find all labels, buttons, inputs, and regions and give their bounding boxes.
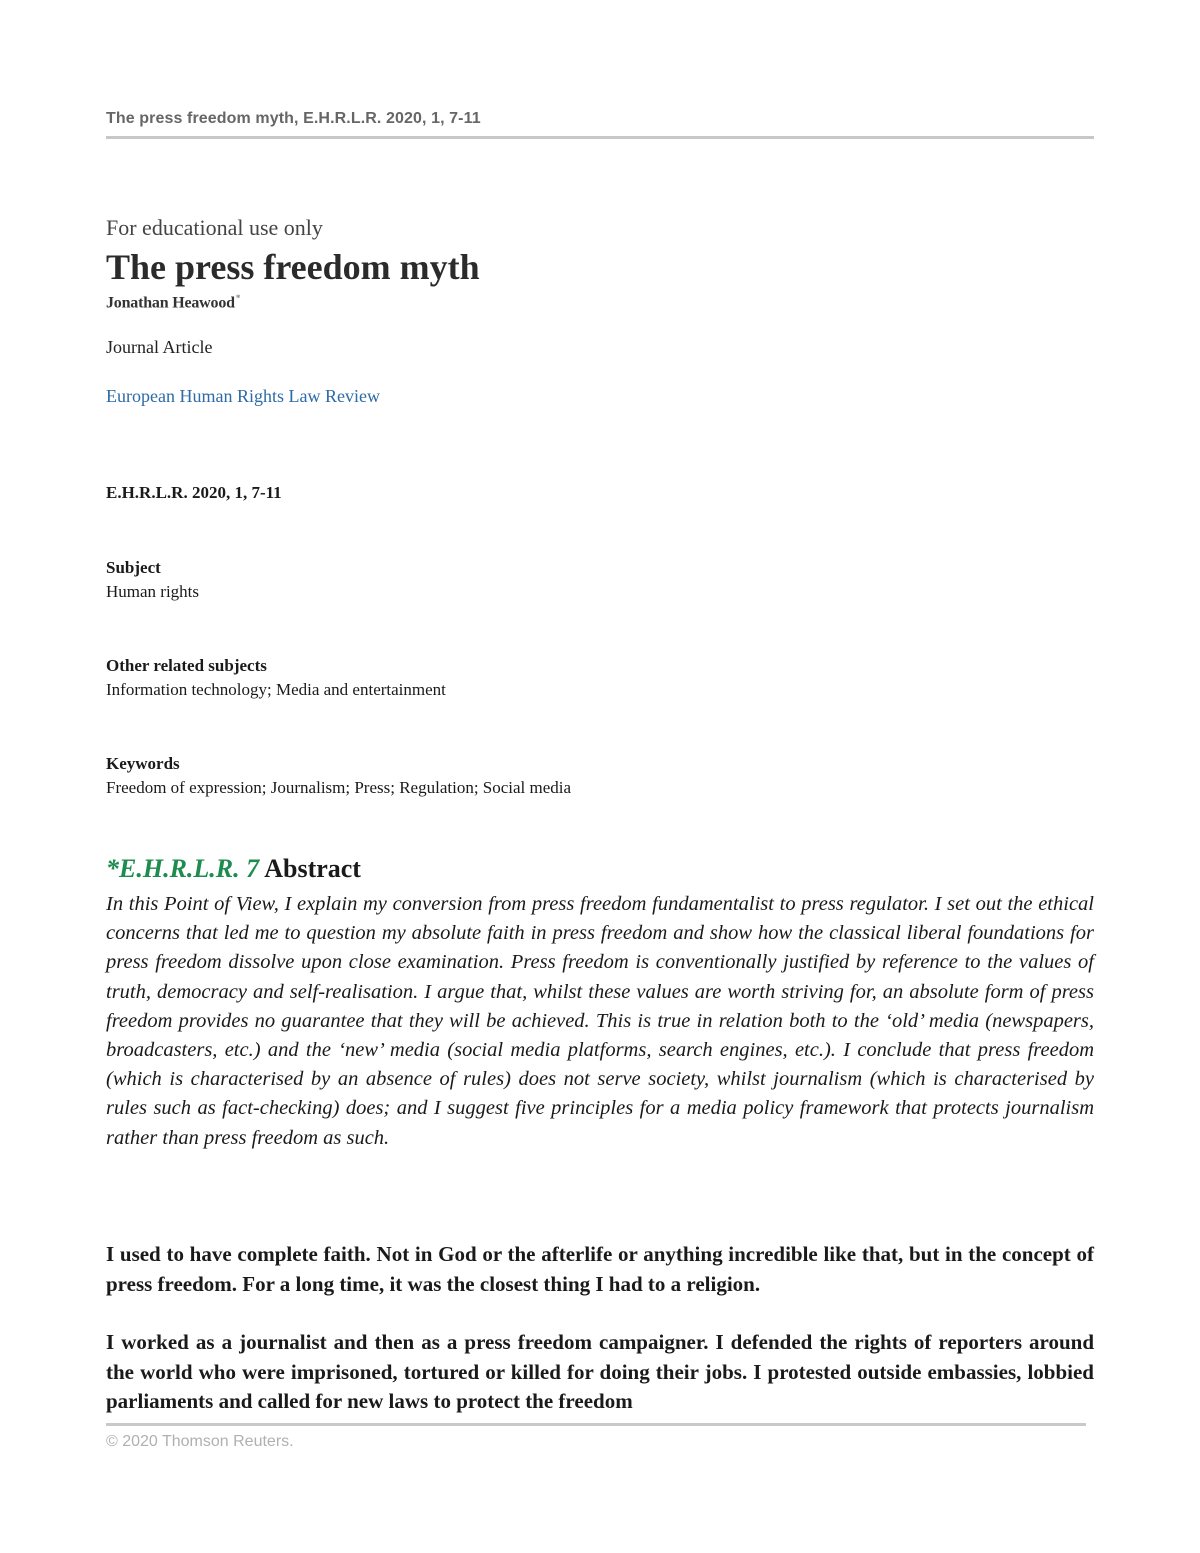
keywords-value: Freedom of expression; Journalism; Press; Regulation; Social media: [106, 778, 572, 797]
star-page-marker: *E.H.R.L.R. 7: [106, 854, 260, 883]
document-type: Journal Article: [106, 337, 213, 357]
subject-value: Human rights: [106, 582, 200, 601]
citation: E.H.R.L.R. 2020, 1, 7-11: [106, 483, 282, 502]
subject-label: Subject: [106, 558, 161, 577]
running-header: The press freedom myth, E.H.R.L.R. 2020, 1, 7-11: [106, 110, 481, 127]
author-footnote-mark[interactable]: *: [235, 293, 241, 303]
related-subjects-section: [106, 654, 446, 702]
educational-use-notice: For educational use only: [106, 215, 323, 240]
related-subjects-value: Information technology; Media and entertainment: [106, 680, 446, 699]
author-name: Jonathan Heawood: [106, 294, 235, 312]
abstract-text: In this Point of View, I explain my conversion from press freedom fundamentalist to press regulator. I set out the ethical concerns that led me to question my absolute faith in press freedom and show how the classical liberal foundations for press freedom dissolve upon close examination. Press freedom is conventionally justified by reference to the values of truth, democracy and self-realisation. I argue that, whilst these values are worth striving for, an absolute form of press freedom provides no guarantee that they will be achieved. This is true in relation both to the ‘old’ media (newspapers, broadcasters, etc.) and the ‘new’ media (social media platforms, search engines, etc.). I conclude that press freedom (which is characterised by an absence of rules) does not serve society, whilst journalism (which is characterised by rules such as fact-checking) does; and I suggest five principles for a media policy framework that protects journalism rather than press freedom as such.: [106, 893, 1094, 1149]
abstract-title: Abstract: [264, 854, 361, 883]
footer-divider: [106, 1423, 1086, 1426]
document-page: [106, 0, 1094, 1553]
header-divider: [106, 136, 1094, 139]
subject-section: [106, 556, 199, 604]
keywords-section: [106, 752, 571, 800]
abstract-heading: [106, 854, 361, 884]
related-subjects-label: Other related subjects: [106, 656, 267, 675]
body-paragraph: I used to have complete faith. Not in God or the afterlife or anything incredible like that, but in the concept of press freedom. For a long time, it was the closest thing I had to a religion.: [106, 1242, 1094, 1296]
journal-link[interactable]: European Human Rights Law Review: [106, 386, 380, 406]
footer-copyright: © 2020 Thomson Reuters.: [106, 1433, 294, 1450]
keywords-label: Keywords: [106, 754, 180, 773]
author-line: [106, 293, 240, 312]
body-paragraph: I worked as a journalist and then as a press freedom campaigner. I defended the rights of reporters around the world who were imprisoned, tortured or killed for doing their jobs. I protested outside embassies, lobbied parliaments and called for new laws to protect the freedom: [106, 1330, 1094, 1413]
document-title: The press freedom myth: [106, 247, 480, 287]
